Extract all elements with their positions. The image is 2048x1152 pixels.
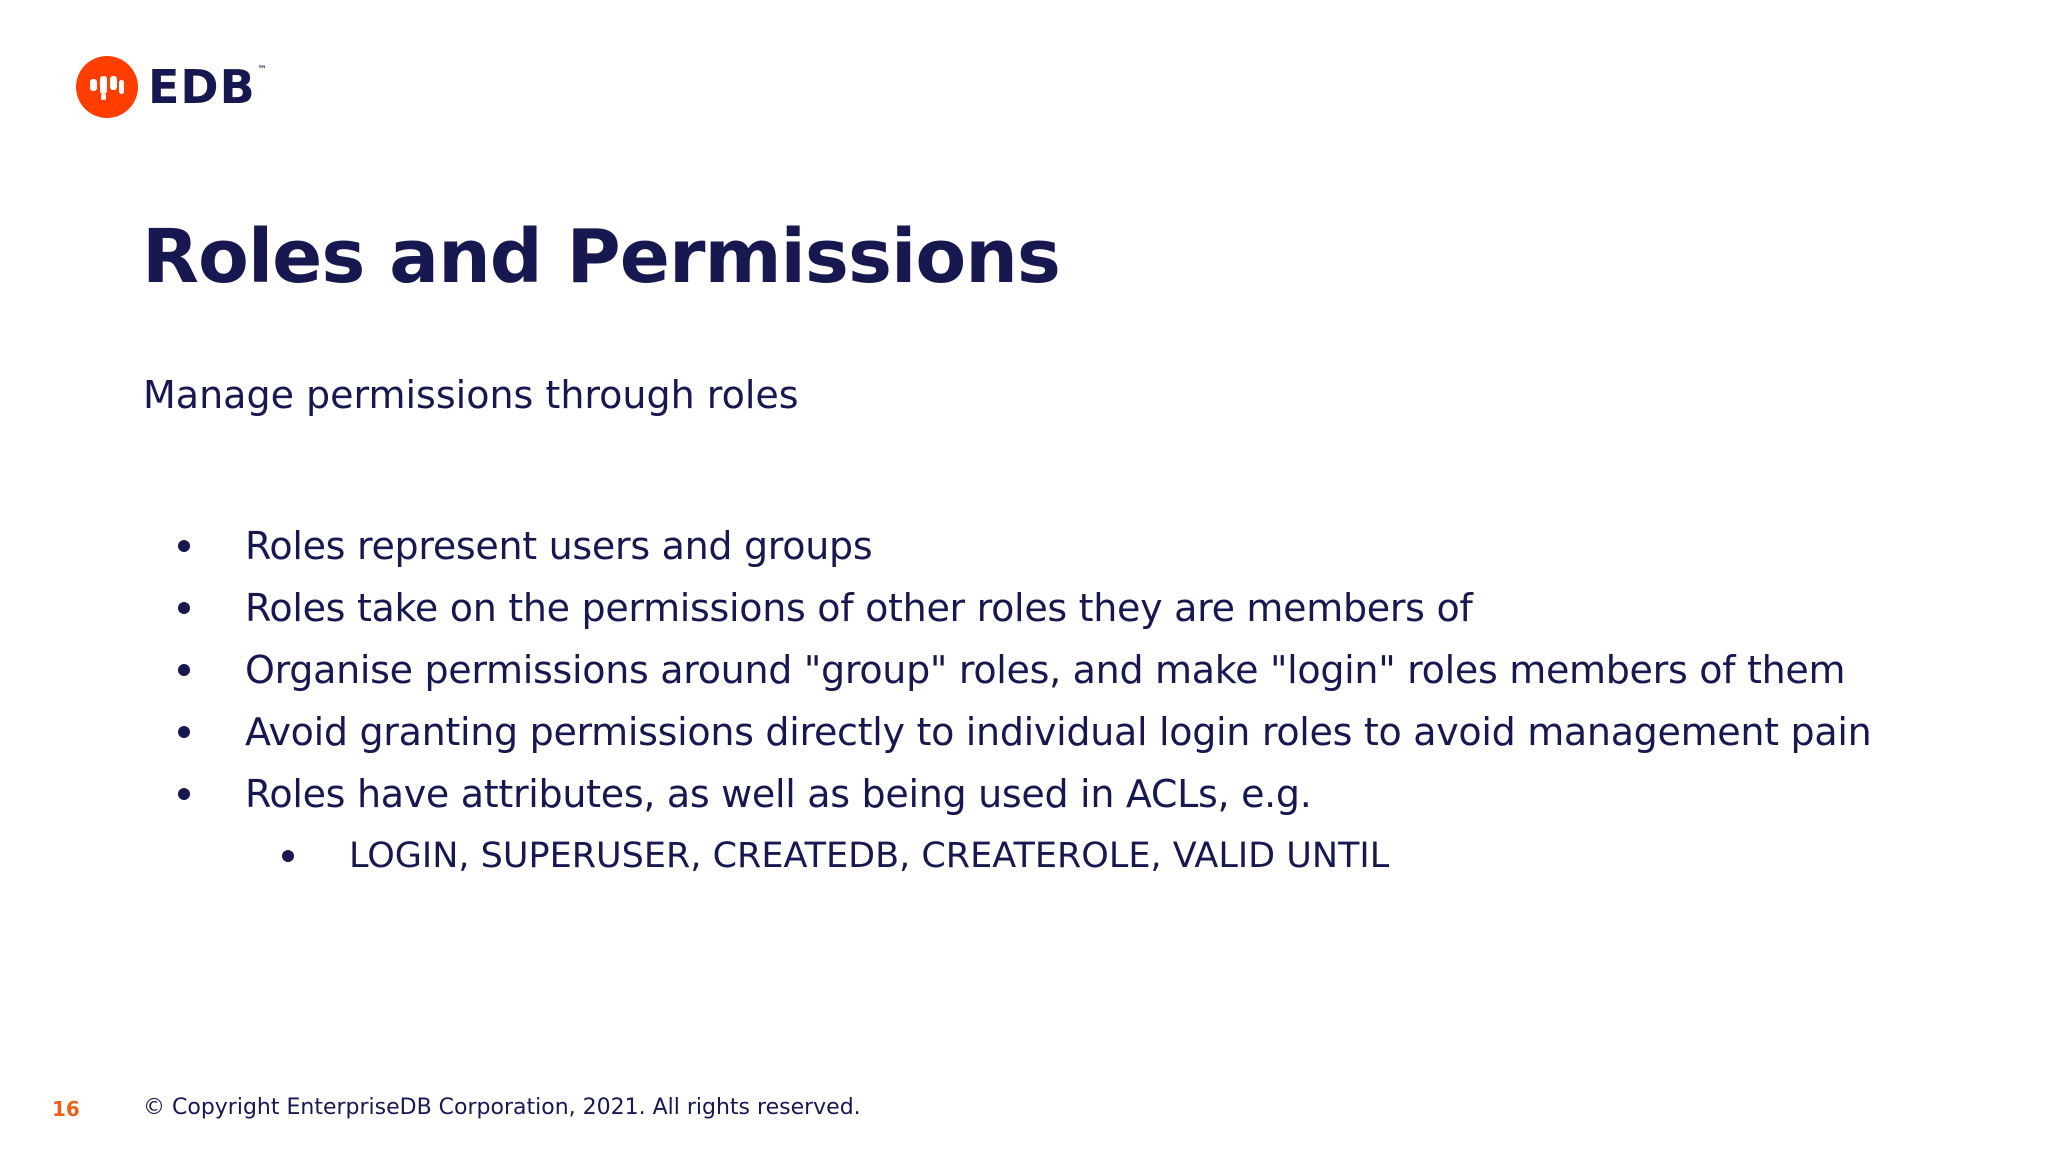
- slide-title: Roles and Permissions: [142, 214, 1060, 300]
- bullet-dot: [282, 850, 294, 862]
- bullet-text: Roles take on the permissions of other roles they are members of: [245, 586, 1473, 630]
- bullet-dot: [178, 540, 190, 552]
- bullet-text: Organise permissions around "group" roles, and make "login" roles members of them: [245, 648, 1846, 692]
- logo-wordmark: [148, 60, 268, 114]
- edb-logo: [76, 56, 268, 118]
- bullet-text: Roles represent users and groups: [245, 524, 873, 568]
- bullet-text: Roles have attributes, as well as being used in ACLs, e.g.: [245, 772, 1312, 816]
- sub-bullet-text: LOGIN, SUPERUSER, CREATEDB, CREATEROLE, VALID UNTIL: [349, 836, 1390, 876]
- logo-trademark: ™: [257, 65, 268, 75]
- bullet-dot: [178, 664, 190, 676]
- slide-subtitle: Manage permissions through roles: [143, 373, 799, 417]
- edb-elephant-icon: [76, 56, 138, 118]
- copyright-notice: © Copyright EnterpriseDB Corporation, 2021. All rights reserved.: [143, 1095, 861, 1120]
- bullet-dot: [178, 602, 190, 614]
- bullet-dot: [178, 788, 190, 800]
- bullet-dot: [178, 726, 190, 738]
- logo-text: EDB: [148, 60, 256, 114]
- bullet-text: Avoid granting permissions directly to individual login roles to avoid management pain: [245, 710, 1872, 754]
- page-number: 16: [52, 1097, 80, 1121]
